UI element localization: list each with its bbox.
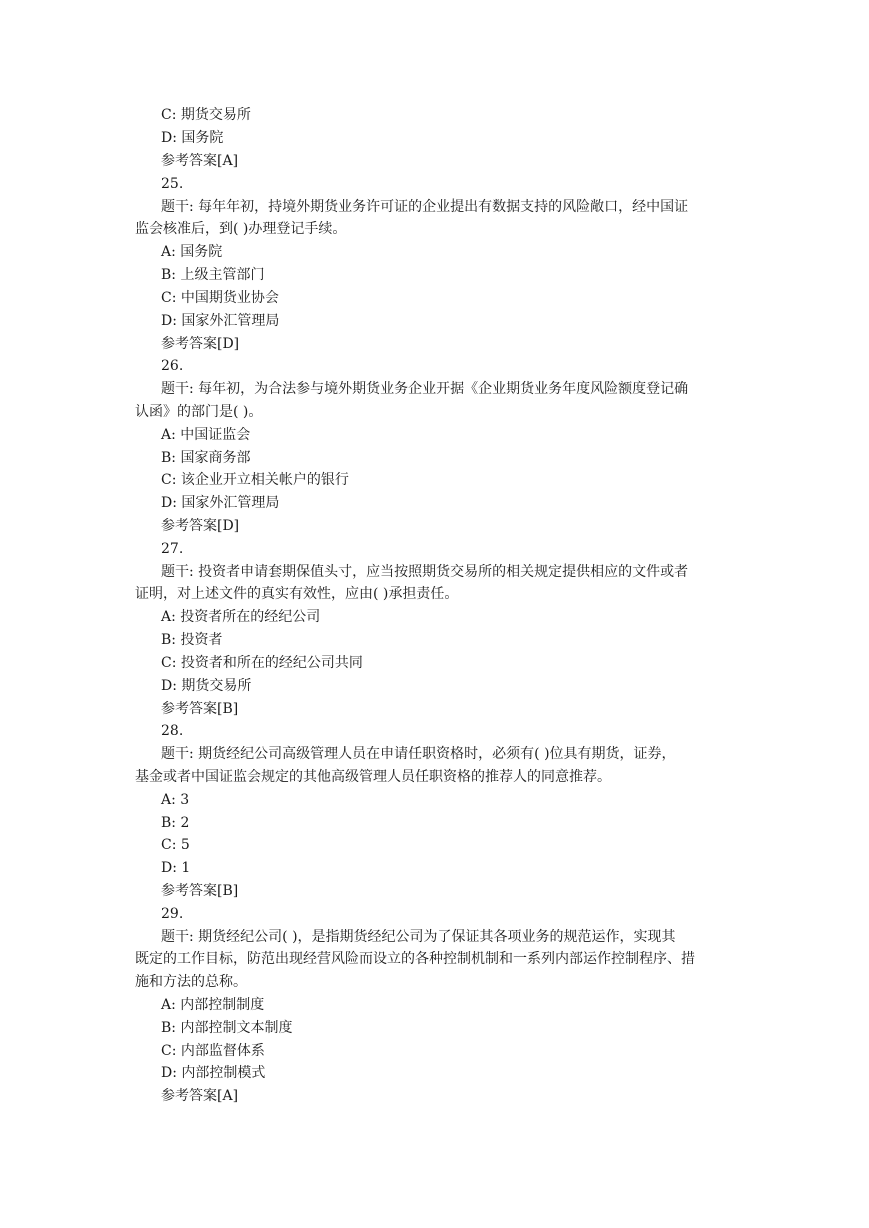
question-stem-continued: 监会核准后，到( )办理登记手续。 [135, 221, 347, 237]
option-a: A: 3 [161, 792, 190, 808]
question-stem-continued: 基金或者中国证监会规定的其他高级管理人员任职资格的推荐人的同意推荐。 [135, 769, 611, 785]
option-a: A: 国务院 [161, 244, 223, 260]
option-d: D: 国务院 [161, 130, 224, 146]
question-stem: 题干: 每年年初，持境外期货业务许可证的企业提出有数据支持的风险敞口，经中国证 [161, 199, 689, 215]
option-c: C: 该企业开立相关帐户的银行 [161, 472, 349, 488]
option-c: C: 内部监督体系 [161, 1043, 265, 1059]
answer-key: 参考答案[A] [161, 1088, 239, 1104]
option-b: B: 国家商务部 [161, 450, 251, 466]
question-stem-continued: 既定的工作目标，防范出现经营风险而设立的各种控制机制和一系列内部运作控制程序、措 [135, 951, 695, 967]
question-number: 28. [161, 723, 184, 739]
answer-key: 参考答案[B] [161, 883, 239, 899]
option-b: B: 上级主管部门 [161, 267, 265, 283]
option-d: D: 期货交易所 [161, 678, 252, 694]
question-stem: 题干: 投资者申请套期保值头寸，应当按照期货交易所的相关规定提供相应的文件或者 [161, 564, 689, 580]
option-d: D: 国家外汇管理局 [161, 495, 280, 511]
option-c: C: 期货交易所 [161, 107, 251, 123]
question-number: 27. [161, 541, 184, 557]
option-a: A: 内部控制制度 [161, 997, 265, 1013]
option-a: A: 中国证监会 [161, 427, 251, 443]
question-number: 29. [161, 906, 184, 922]
answer-key: 参考答案[D] [161, 336, 240, 352]
option-b: B: 2 [161, 815, 190, 831]
option-b: B: 内部控制文本制度 [161, 1020, 293, 1036]
question-number: 25. [161, 176, 184, 192]
option-c: C: 投资者和所在的经纪公司共同 [161, 655, 363, 671]
question-stem: 题干: 每年初，为合法参与境外期货业务企业开据《企业期货业务年度风险额度登记确 [161, 381, 689, 397]
option-d: D: 内部控制模式 [161, 1065, 266, 1081]
option-a: A: 投资者所在的经纪公司 [161, 609, 321, 625]
answer-key: 参考答案[B] [161, 701, 239, 717]
option-d: D: 国家外汇管理局 [161, 313, 280, 329]
answer-key: 参考答案[A] [161, 153, 239, 169]
option-b: B: 投资者 [161, 632, 223, 648]
question-stem: 题干: 期货经纪公司( )，是指期货经纪公司为了保证其各项业务的规范运作，实现其 [161, 929, 676, 945]
question-number: 26. [161, 358, 184, 374]
option-c: C: 5 [161, 837, 190, 853]
question-stem-continued: 证明，对上述文件的真实有效性，应由( )承担责任。 [135, 586, 459, 602]
question-stem-continued: 认函》的部门是( )。 [135, 404, 263, 420]
option-d: D: 1 [161, 860, 191, 876]
answer-key: 参考答案[D] [161, 518, 240, 534]
option-c: C: 中国期货业协会 [161, 290, 279, 306]
question-stem: 题干: 期货经纪公司高级管理人员在申请任职资格时，必须有( )位具有期货，证券， [161, 746, 676, 762]
question-stem-continued: 施和方法的总称。 [135, 974, 247, 990]
